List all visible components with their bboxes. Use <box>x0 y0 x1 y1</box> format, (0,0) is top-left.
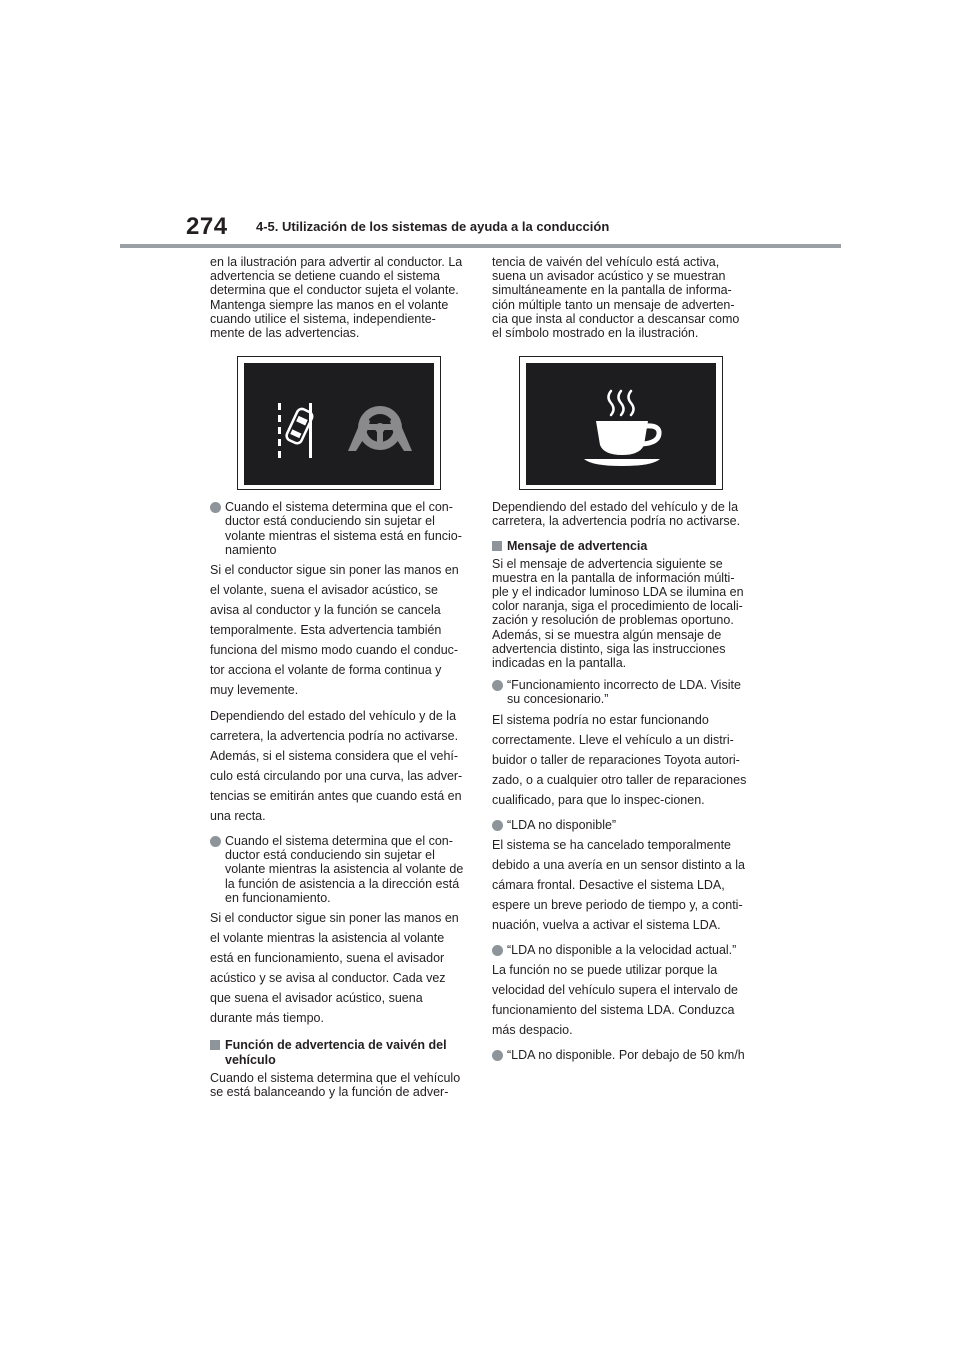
bullet-dot-icon <box>492 680 503 691</box>
body-paragraph: El sistema podría no estar funcionando correctamente. Lleve el vehículo a un distri-buidor o taller de reparaciones Toyota autori-zado, o a cualquier otro taller de reparaciones cualificado, para que lo inspec-cionen. <box>492 712 747 807</box>
body-paragraph: Dependiendo del estado del vehículo y de la carretera, la advertencia podría no activarse. Además, si el sistema considera que el vehí-culo está circulando por una curva, las adver-tencias se emitirán antes que cuando está en una recta. <box>210 709 463 824</box>
body-paragraph: Dependiendo del estado del vehículo y de la carretera, la advertencia podría no activarse. <box>492 500 741 529</box>
heading-text: Función de advertencia de vaivén del vehículo <box>225 1038 447 1068</box>
bullet-item <box>492 818 749 832</box>
subsection-heading <box>210 1038 467 1068</box>
bullet-item <box>492 943 749 957</box>
body-paragraph: Cuando el sistema determina que el vehículo se está balanceando y la función de adver- <box>210 1071 461 1100</box>
heading-square-icon <box>492 541 502 551</box>
bullet-text: “Funcionamiento incorrecto de LDA. Visite su concesionario.” <box>507 678 741 707</box>
hands-off-warning-illustration <box>244 363 434 485</box>
body-paragraph: Si el conductor sigue sin poner las manos en el volante, suena el avisador acústico, se avisa al conductor y la función se cancela temporalmente. Esta advertencia también funciona del mismo modo cuando el conduc-tor acciona el volante de forma continua y muy levemente. <box>210 563 459 698</box>
display-screen <box>244 363 434 485</box>
lane-departure-icon <box>278 403 314 458</box>
left-column <box>210 255 467 1101</box>
bullet-item <box>492 678 749 706</box>
heading-square-icon <box>210 1040 220 1050</box>
right-column <box>492 255 749 1065</box>
bullet-dot-icon <box>210 502 221 513</box>
subsection-heading <box>492 539 749 554</box>
bullet-text: “LDA no disponible a la velocidad actual.” <box>507 942 737 957</box>
bullet-dot-icon <box>492 820 503 831</box>
hands-on-steering-wheel-icon <box>348 406 412 451</box>
bullet-text: Cuando el sistema determina que el con-ductor está conduciendo sin sujetar el volante mientras el sistema está en funcio-namiento <box>225 500 462 557</box>
sway-warning-illustration <box>526 363 716 485</box>
bullet-dot-icon <box>492 1050 503 1061</box>
heading-text: Mensaje de advertencia <box>507 538 648 553</box>
body-paragraph: Si el conductor sigue sin poner las manos en el volante mientras la asistencia al volante está en funcionamiento, suena el avisador acústico y se avisa al conductor. Cada vez que suena el avisador acústico, suena durante más tiempo. <box>210 911 459 1026</box>
bullet-item <box>210 834 467 905</box>
body-paragraph: La función no se puede utilizar porque la velocidad del vehículo supera el intervalo de funcionamiento del sistema LDA. Conduzca más despacio. <box>492 963 738 1038</box>
sway-warning-figure <box>519 356 723 490</box>
bullet-dot-icon <box>210 836 221 847</box>
header-divider <box>120 244 841 248</box>
display-screen <box>526 363 716 485</box>
bullet-item <box>210 500 467 557</box>
bullet-text: “LDA no disponible. Por debajo de 50 km/h <box>507 1048 745 1063</box>
bullet-dot-icon <box>492 945 503 956</box>
right-intro-paragraph: tencia de vaivén del vehículo está activa, suena un avisador acústico y se muestran simultáneamente en la pantalla de informa-ción múltiple tanto un mensaje de adverten-cia que insta al conductor a descansar como el símbolo mostrado en la ilustración. <box>492 255 740 341</box>
page-number: 274 <box>186 213 228 240</box>
body-paragraph: El sistema se ha cancelado temporalmente debido a una avería en un sensor distinto a la cámara frontal. Desactive el sistema LDA, espere un breve periodo de tiempo y, a conti-nuación, vuelva a activar el sistema LDA. <box>492 837 745 932</box>
section-title: 4-5. Utilización de los sistemas de ayuda a la conducción <box>256 219 610 234</box>
bullet-text: Cuando el sistema determina que el con-ductor está conduciendo sin sujetar el volante mientras la asistencia al volante de la función de asistencia a la dirección está en funcionamiento. <box>225 834 464 905</box>
bullet-text: “LDA no disponible” <box>507 817 617 832</box>
hands-off-warning-figure <box>237 356 441 490</box>
left-intro-paragraph: en la ilustración para advertir al conductor. La advertencia se detiene cuando el sistema determina que el conductor sujeta el volante. Mantenga siempre las manos en el volante cuando utilice el sistema, independiente-mente de las advertencias. <box>210 255 463 341</box>
body-paragraph: Si el mensaje de advertencia siguiente se muestra en la pantalla de información múlti-ple y el indicador luminoso LDA se ilumina en color naranja, siga el procedimiento de locali-zación y resolución de problemas oportuno. Además, si se muestra algún mensaje de advertencia distinto, siga las instrucciones indicadas en la pantalla. <box>492 556 744 671</box>
coffee-cup-icon <box>584 391 660 466</box>
bullet-item <box>492 1048 749 1062</box>
